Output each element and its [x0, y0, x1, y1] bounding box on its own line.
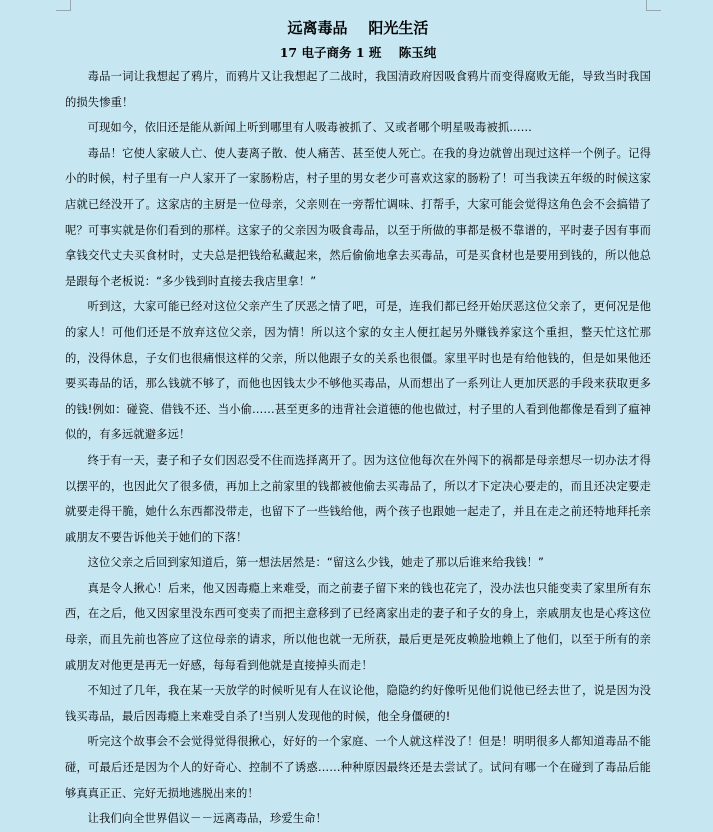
document-title: 远离毒品 阳光生活 — [287, 19, 429, 37]
paragraph: 真是令人揪心！后来，他又因毒瘾上来难受，而之前妻子留下来的钱也花完了，没办法也只能变卖了家里所有东西，在之后，他又因家里没东西可变卖了而把主意移到了已经离家出走的妻子和子女的身上，亲戚朋友也是心疼这位母亲，而且先前也答应了这位母亲的请求，所以他也就一无所获，最后更是死皮赖脸地赖上了他们，以至于所有的亲戚朋友对他更是再无一好感，每每看到他就是直接掉头而走！ — [65, 581, 651, 672]
paragraph: 听到这，大家可能已经对这位父亲产生了厌恶之情了吧，可是，连我们都已经开始厌恶这位父亲了，更何况是他的家人！可他们还是不放弃这位父亲，因为情！所以这个家的女主人便扛起另外赚钱养家这个重担，整天忙这忙那的，没得休息，子女们也很痛恨这样的父亲，所以他跟子女的关系也很僵。家里平时也是有给他钱的，但是如果他还要买毒品的话，那么钱就不够了，而他也因钱太少不够他买毒品，从而想出了一系列让人更加厌恶的手段来获取更多的钱!例如：碰瓷、借钱不还、当小偷……甚至更多的违背社会道德的他也做过，村子里的人看到他都像是看到了瘟神似的，有多远就避多远！ — [65, 300, 651, 442]
document-body — [65, 18, 651, 832]
paragraph: 这位父亲之后回到家知道后，第一想法居然是：“留这么少钱，她走了那以后谁来给我钱！” — [87, 556, 544, 570]
paragraph: 终于有一天，妻子和子女们因忍受不住而选择离开了。因为这位他每次在外闯下的祸都是母亲想尽一切办法才得以摆平的，也因此欠了很多债，再加上之前家里的钱都被他偷去买毒品了，所以才下定决心要走的，而且还决定要走就要走得干脆，她什么东西都没带走，也留下了一些钱给他，两个孩子也跟她一起走了，并且在走之前还特地拜托亲戚朋友不要告诉他关于她们的下落！ — [65, 453, 651, 544]
page-corner-mark-right — [646, 0, 661, 11]
paragraph: 可现如今，依旧还是能从新闻上听到哪里有人吸毒被抓了、又或者哪个明星吸毒被抓…… — [87, 121, 533, 135]
paragraph: 毒品一词让我想起了鸦片，而鸦片又让我想起了二战时，我国清政府因吸食鸦片而变得腐败无能，导致当时我国的损失惨重！ — [65, 70, 651, 109]
paragraph: 听完这个故事会不会觉得觉得很揪心，好好的一个家庭、一个人就这样没了！但是！明明很多人都知道毒品不能碰，可最后还是因为个人的好奇心、控制不了诱惑……种种原因最终还是去尝试了。试问有哪一个在碰到了毒品后能够真真正正、完好无损地逃脱出来的！ — [65, 735, 651, 800]
paragraph: 毒品！它使人家破人亡、使人妻离子散、使人痛苦、甚至使人死亡。在我的身边就曾出现过这样一个例子。记得小的时候，村子里有一户人家开了一家肠粉店，村子里的男女老少可喜欢这家的肠粉了！可当我读五年级的时候这家店就已经没开了。这家店的主厨是一位母亲，父亲则在一旁帮忙调味、打帮手，大家可能会觉得这角色会不会搞错了呢？可事实就是你们看到的那样。这家子的父亲因为吸食毒品，以至于所做的事都是极不靠谱的，平时妻子因有事而拿钱交代丈夫买食材时，丈夫总是把钱给私藏起来，然后偷偷地拿去买毒品，可是买食材也是要用到钱的，所以他总是跟每个老板说：“多少钱到时直接去我店里拿！” — [65, 146, 651, 288]
paragraph: 不知过了几年，我在某一天放学的时候听见有人在议论他，隐隐约约好像听见他们说他已经去世了，说是因为没钱买毒品，最后因毒瘾上来难受自杀了!当别人发现他的时候，他全身僵硬的! — [65, 684, 651, 723]
paragraph: 让我们向全世界倡议－－远离毒品，珍爱生命！ — [87, 812, 327, 826]
page-corner-mark-left — [56, 0, 71, 11]
document-author-line: 17 电子商务 1 班 陈玉纯 — [279, 45, 437, 60]
